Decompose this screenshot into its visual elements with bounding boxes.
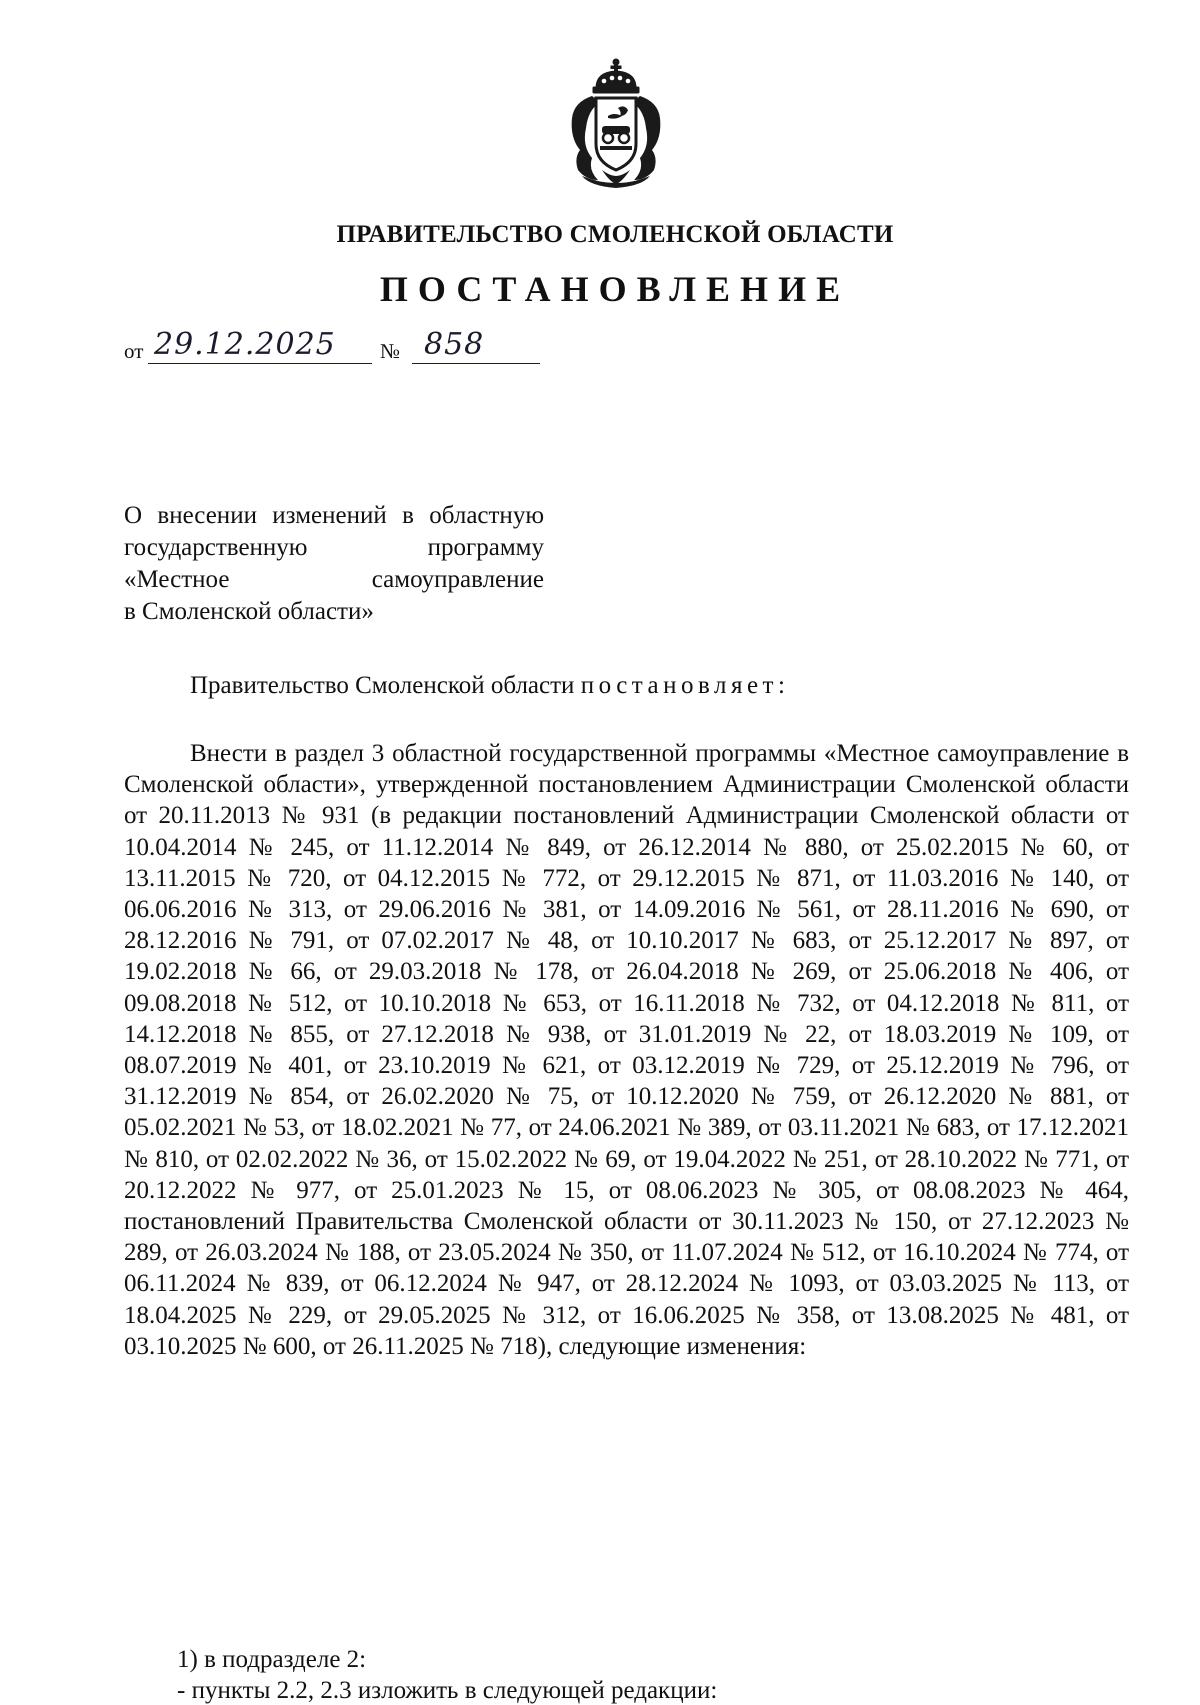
document-type-title: ПОСТАНОВЛЕНИЕ [379, 269, 851, 309]
date-number-line [124, 327, 544, 370]
subject-line: государственную программу [124, 534, 544, 561]
decree-prefix: Правительство Смоленской области [190, 672, 581, 699]
handwritten-date: 29.12.2025 [154, 327, 336, 362]
body-paragraph: Внести в раздел 3 областной государственной программы «Местное самоуправление в Смоленской области», утвержденной постановлением Администрации Смоленской области от 20.11.2013 № 931 (в редакции постановлений Администрации Смоленской области от 10.04.2014 № 245, от 11.12.2014 № 849, от 26.12.2014 № 880, от 25.02.2015 № 60, от 13.11.2015 № 720, от 04.12.2015 № 772, от 29.12.2015 № 871, от 11.03.2016 № 140, от 06.06.2016 № 313, от 29.06.2016 № 381, от 14.09.2016 № 561, от 28.11.2016 № 690, от 28.12.2016 № 791, от 07.02.2017 № 48, от 10.10.2017 № 683, от 25.12.2017 № 897, от 19.02.2018 № 66, от 29.03.2018 № 178, от 26.04.2018 № 269, от 25.06.2018 № 406, от 09.08.2018 № 512, от 10.10.2018 № 653, от 16.11.2018 № 732, от 04.12.2018 № 811, от 14.12.2018 № 855, от 27.12.2018 № 938, от 31.01.2019 № 22, от 18.03.2019 № 109, от 08.07.2019 № 401, от 23.10.2019 № 621, от 03.12.2019 № 729, от 25.12.2019 № 796, от 31.12.2019 № 854, от 26.02.2020 № 75, от 10.12.2020 № 759, от 26.12.2020 № 881, от 05.02.2021 № 53, от 18.02.2021 № 77, от 24.06.2021 № 389, от 03.11.2021 № 683, от 17.12.2021 № 810, от 02.02.2022 № 36, от 15.02.2022 № 69, от 19.04.2022 № 251, от 28.10.2022 № 771, от 20.12.2022 № 977, от 25.01.2023 № 15, от 08.06.2023 № 305, от 08.08.2023 № 464, постановлений Правительства Смоленской области от 30.11.2023 № 150, от 27.12.2023 № 289, от 26.03.2024 № 188, от 23.05.2024 № 350, от 11.07.2024 № 512, от 16.10.2024 № 774, от 06.11.2024 № 839, от 06.12.2024 № 947, от 28.12.2024 № 1093, от 03.03.2025 № 113, от 18.04.2025 № 229, от 29.05.2025 № 312, от 16.06.2025 № 358, от 13.08.2025 № 481, от 03.10.2025 № 600, от 26.11.2025 № 718), следующие изменения: [124, 740, 1129, 1360]
handwritten-number: 858 [424, 327, 485, 362]
subject-line: в Смоленской области» [124, 598, 374, 625]
number-label: № [380, 339, 401, 363]
subject-line: «Местное самоуправление [124, 566, 544, 593]
decree-verb: постановляет: [580, 672, 790, 699]
subject-line: О внесении изменений в областную [124, 502, 544, 529]
document-subject [124, 500, 544, 628]
list-item: 1) в подразделе 2: [177, 1646, 367, 1673]
decree-statement [190, 672, 789, 700]
list-item: - пункты 2.2, 2.3 изложить в следующей редакции: [177, 1677, 718, 1704]
date-from-label: от [124, 339, 144, 363]
smolensk-oblast-coat-of-arms-icon [552, 58, 680, 190]
government-name: ПРАВИТЕЛЬСТВО СМОЛЕНСКОЙ ОБЛАСТИ [336, 221, 894, 248]
